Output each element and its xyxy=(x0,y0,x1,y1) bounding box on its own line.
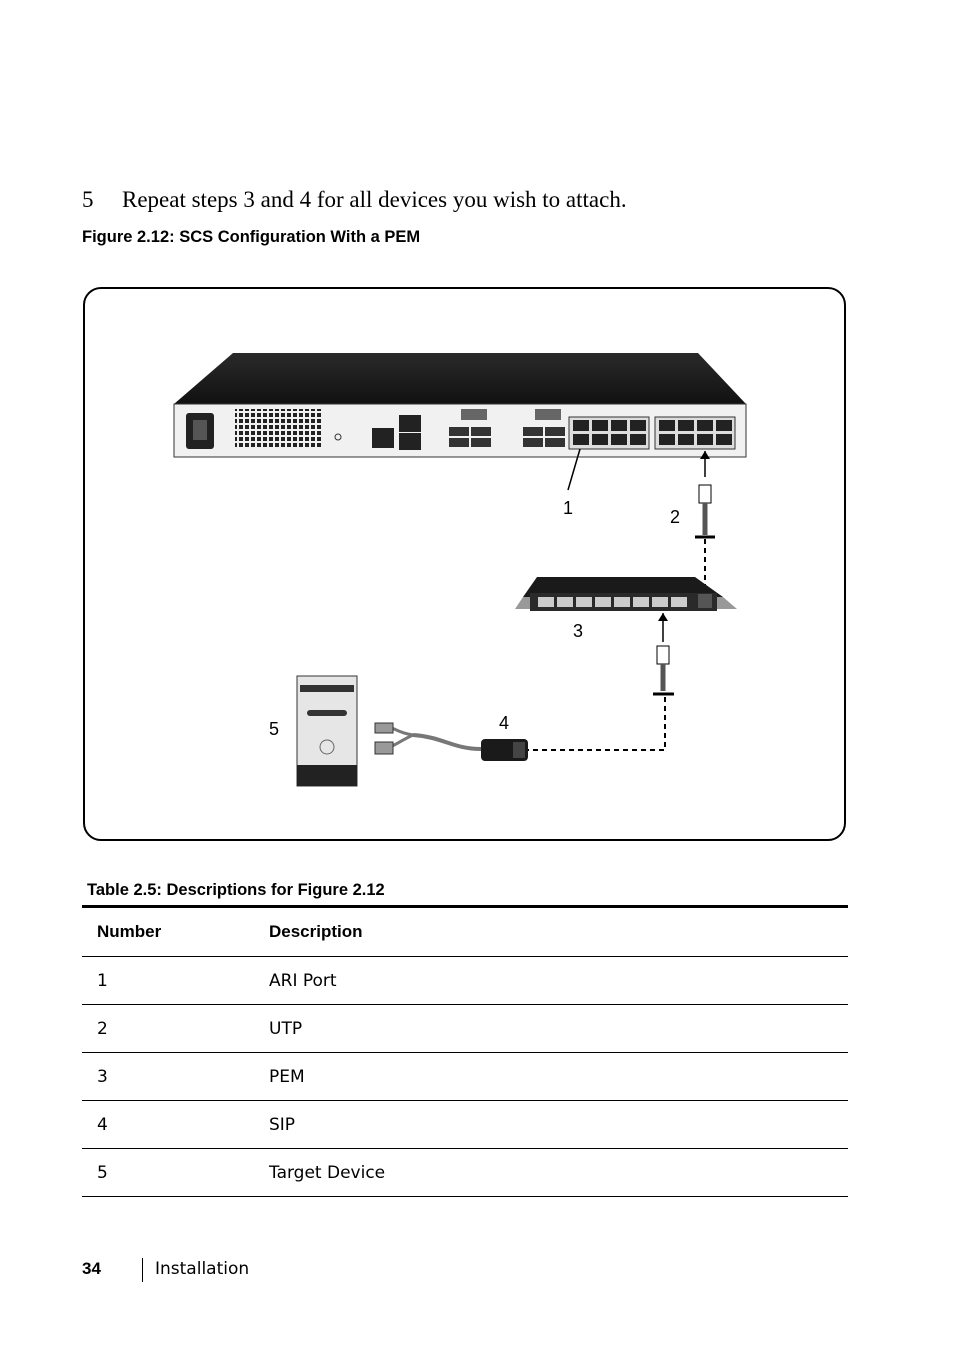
callout-1: 1 xyxy=(563,498,574,518)
row-number: 3 xyxy=(82,1053,269,1101)
page-number: 34 xyxy=(82,1259,101,1278)
scs-configuration-diagram xyxy=(83,287,846,841)
pem-unit xyxy=(515,577,737,611)
table-row xyxy=(82,1101,848,1149)
step-number: 5 xyxy=(82,187,94,212)
figure-caption: Figure 2.12: SCS Configuration With a PEM xyxy=(82,228,421,246)
table-row xyxy=(82,1005,848,1053)
row-number: 2 xyxy=(82,1005,269,1053)
row-description: Target Device xyxy=(269,1149,848,1197)
table-row xyxy=(82,957,848,1005)
header-number: Number xyxy=(82,907,269,957)
kvm-switch-unit xyxy=(174,353,746,457)
row-description: SIP xyxy=(269,1101,848,1149)
pem-to-sip-cable xyxy=(528,613,674,750)
row-description: UTP xyxy=(269,1005,848,1053)
callout-4: 4 xyxy=(499,713,510,733)
row-description: PEM xyxy=(269,1053,848,1101)
callout-3: 3 xyxy=(573,621,584,641)
callout-2: 2 xyxy=(670,507,681,527)
row-number: 1 xyxy=(82,957,269,1005)
callout-5: 5 xyxy=(269,719,280,739)
table-row xyxy=(82,1053,848,1101)
target-device-tower xyxy=(297,676,357,786)
table-row xyxy=(82,1149,848,1197)
row-number: 5 xyxy=(82,1149,269,1197)
row-number: 4 xyxy=(82,1101,269,1149)
footer-section-title: Installation xyxy=(155,1259,250,1279)
lan-port xyxy=(372,428,394,448)
step-5 xyxy=(82,185,882,215)
vent-grille xyxy=(235,409,321,449)
table-header-row xyxy=(82,907,848,957)
table-caption: Table 2.5: Descriptions for Figure 2.12 xyxy=(87,881,385,899)
row-description: ARI Port xyxy=(269,957,848,1005)
descriptions-table xyxy=(82,905,848,1197)
header-description: Description xyxy=(269,907,848,957)
footer-divider xyxy=(142,1258,143,1282)
step-text: Repeat steps 3 and 4 for all devices you wish to attach. xyxy=(122,187,627,212)
